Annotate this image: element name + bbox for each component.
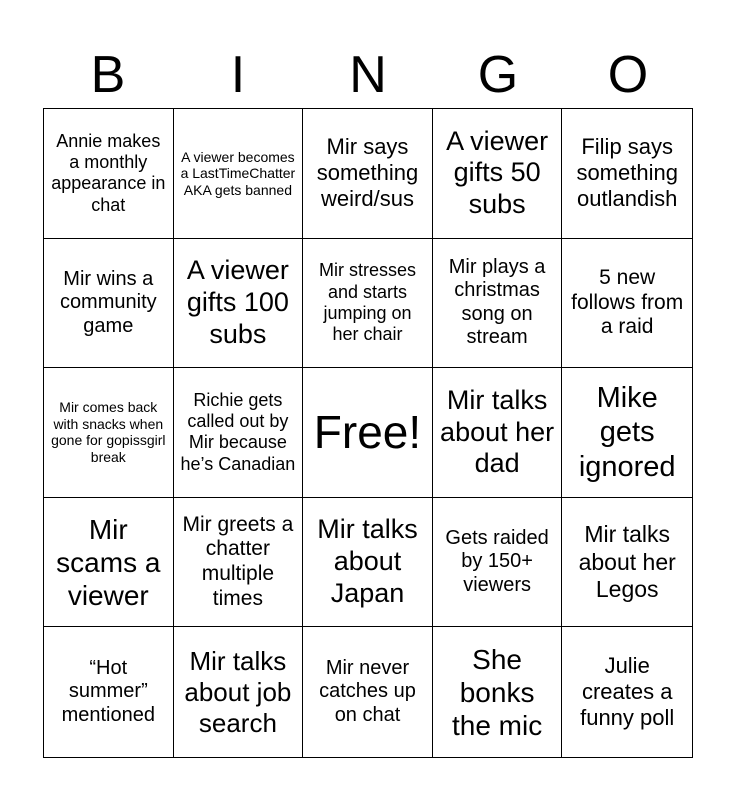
bingo-cell[interactable]: A viewer becomes a LastTimeChatter AKA gets banned [174,109,304,239]
bingo-cell[interactable]: “Hot summer” mentioned [44,627,174,757]
bingo-cell[interactable]: A viewer gifts 50 subs [433,109,563,239]
header-letter-b: B [90,46,126,104]
header-letter-n: N [349,46,387,104]
bingo-board [43,108,693,758]
bingo-cell[interactable]: Mir stresses and starts jumping on her chair [303,239,433,369]
bingo-cell[interactable]: Mir plays a christmas song on stream [433,239,563,369]
bingo-cell[interactable]: Julie creates a funny poll [580,653,675,731]
bingo-cell[interactable]: Mir wins a community game [44,239,174,369]
free-space[interactable]: Free! [303,368,433,498]
bingo-cell[interactable]: Richie gets called out by Mir because he’s Canadian [174,368,304,498]
bingo-cell[interactable]: A viewer gifts 100 subs [174,239,304,369]
bingo-header [43,42,693,108]
bingo-cell[interactable]: Mir never catches up on chat [303,627,433,757]
bingo-cell[interactable]: Gets raided by 150+ viewers [433,498,563,628]
header-letter-o: O [607,46,649,104]
bingo-cell[interactable]: She bonks the mic [433,627,563,757]
bingo-cell[interactable]: Mir talks about her dad [433,368,563,498]
header-letter-g: G [477,46,519,104]
bingo-cell[interactable]: Mike gets ignored [562,368,692,498]
bingo-cell[interactable]: Mir talks about Japan [303,498,433,628]
bingo-cell[interactable]: Mir scams a viewer [44,498,174,628]
bingo-cell[interactable]: Mir says something weird/sus [303,109,433,239]
bingo-cell[interactable]: 5 new follows from a raid [562,239,692,369]
bingo-cell[interactable]: Mir greets a chatter multiple times [174,498,304,628]
bingo-cell[interactable]: Annie makes a monthly appearance in chat [44,109,174,239]
bingo-cell[interactable]: Mir comes back with snacks when gone for gopissgirl break [44,368,174,498]
bingo-cell[interactable]: Mir talks about her Legos [562,498,692,628]
header-letter-i: I [230,46,246,104]
bingo-cell[interactable]: Filip says something outlandish [562,109,692,239]
bingo-cell[interactable]: Mir talks about job search [174,627,304,757]
